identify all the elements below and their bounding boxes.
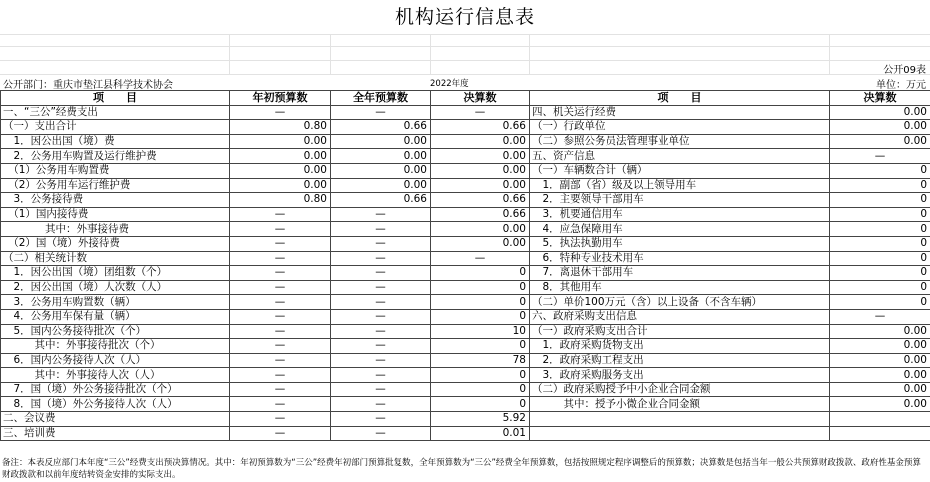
table-row <box>1 426 930 441</box>
header-final-accounts: 决算数 <box>431 91 530 106</box>
right-item-cell: 2．政府采购工程支出 <box>530 353 830 368</box>
full-year-budget-cell: — <box>331 207 431 222</box>
header-full-year-budget: 全年预算数 <box>331 91 431 106</box>
table-row <box>1 412 930 427</box>
right-final-accounts-cell: 0 <box>830 193 930 208</box>
full-year-budget-cell: — <box>331 353 431 368</box>
full-year-budget-cell: — <box>331 397 431 412</box>
right-item-cell: （一）政府采购支出合计 <box>530 324 830 339</box>
final-accounts-cell: 0 <box>431 382 530 397</box>
right-final-accounts-cell: 0.00 <box>830 339 930 354</box>
table-row <box>1 397 930 412</box>
form-number: 公开09表 <box>883 65 926 76</box>
right-item-cell: （二）政府采购授予中小企业合同金额 <box>530 382 830 397</box>
table-row <box>1 120 930 135</box>
initial-budget-cell: — <box>230 222 331 237</box>
grid-line <box>0 46 930 47</box>
footnote: 备注：本表反应部门本年度“三公”经费支出预决算情况。其中：年初预算数为“三公”经费年初部门预算批复数，全年预算数为“三公”经费全年预算数，包括按照规定程序调整后的预算数；决算数是包括当年一般公共预算财政拨款、政府性基金预算财政拨款和以前年度结转资金安排的实际支出。 <box>2 458 921 480</box>
left-item-cell: （1）国内接待费 <box>1 207 230 222</box>
initial-budget-cell: — <box>230 266 331 281</box>
right-item-cell: 3．机要通信用车 <box>530 207 830 222</box>
final-accounts-cell: 0.00 <box>431 149 530 164</box>
initial-budget-cell: 0.00 <box>230 149 331 164</box>
grid-line <box>0 60 930 61</box>
left-item-cell: 4．公务用车保有量（辆） <box>1 309 230 324</box>
full-year-budget-cell: 0.00 <box>331 149 431 164</box>
initial-budget-cell: 0.00 <box>230 134 331 149</box>
table-row <box>1 309 930 324</box>
initial-budget-cell: 0.80 <box>230 120 331 135</box>
final-accounts-cell: 0 <box>431 266 530 281</box>
right-final-accounts-cell: 0.00 <box>830 382 930 397</box>
left-item-cell: 三、培训费 <box>1 426 230 441</box>
right-final-accounts-cell: 0 <box>830 295 930 310</box>
initial-budget-cell: — <box>230 295 331 310</box>
right-item-cell: 3．政府采购服务支出 <box>530 368 830 383</box>
right-final-accounts-cell: 0.00 <box>830 368 930 383</box>
final-accounts-cell: — <box>431 105 530 120</box>
initial-budget-cell: — <box>230 251 331 266</box>
left-item-cell: 7．国（境）外公务接待批次（个） <box>1 382 230 397</box>
full-year-budget-cell: — <box>331 236 431 251</box>
right-final-accounts-cell: 0 <box>830 251 930 266</box>
page-title: 机构运行信息表 <box>394 6 535 28</box>
table-row <box>1 382 930 397</box>
left-item-cell: 3．公务用车购置数（辆） <box>1 295 230 310</box>
left-item-cell: 二、会议费 <box>1 412 230 427</box>
final-accounts-cell: 0.00 <box>431 134 530 149</box>
right-item-cell: 1．副部（省）级及以上领导用车 <box>530 178 830 193</box>
final-accounts-cell: 0.00 <box>431 178 530 193</box>
left-item-cell: 6．国内公务接待人次（人） <box>1 353 230 368</box>
left-item-cell: 其中：外事接待费 <box>1 222 230 237</box>
initial-budget-cell: 0.00 <box>230 163 331 178</box>
left-item-cell: 1．因公出国（境）团组数（个） <box>1 266 230 281</box>
right-final-accounts-cell <box>830 426 930 441</box>
full-year-budget-cell: 0.66 <box>331 193 431 208</box>
grid-line <box>330 34 331 74</box>
table-row <box>1 134 930 149</box>
left-item-cell: 2．公务用车购置及运行维护费 <box>1 149 230 164</box>
department-label: 公开部门：重庆市垫江县科学技术协会 <box>3 80 173 91</box>
grid-line <box>229 34 230 74</box>
right-final-accounts-cell: 0 <box>830 163 930 178</box>
right-final-accounts-cell: 0.00 <box>830 120 930 135</box>
final-accounts-cell: 0.00 <box>431 222 530 237</box>
table-row <box>1 105 930 120</box>
table-row <box>1 149 930 164</box>
grid-line <box>430 34 431 74</box>
right-final-accounts-cell: 0.00 <box>830 353 930 368</box>
left-item-cell: 5．国内公务接待批次（个） <box>1 324 230 339</box>
left-item-cell: 8．国（境）外公务接待人次（人） <box>1 397 230 412</box>
right-final-accounts-cell: — <box>830 309 930 324</box>
right-final-accounts-cell <box>830 412 930 427</box>
right-item-cell: 7．离退休干部用车 <box>530 266 830 281</box>
table-row <box>1 222 930 237</box>
final-accounts-cell: 0 <box>431 397 530 412</box>
full-year-budget-cell: — <box>331 266 431 281</box>
right-item-cell <box>530 412 830 427</box>
right-final-accounts-cell: 0 <box>830 178 930 193</box>
left-item-cell: （一）支出合计 <box>1 120 230 135</box>
final-accounts-cell: 0.66 <box>431 120 530 135</box>
full-year-budget-cell: — <box>331 426 431 441</box>
left-item-cell: 2．因公出国（境）人次数（人） <box>1 280 230 295</box>
full-year-budget-cell: — <box>331 280 431 295</box>
right-item-cell: 8．其他用车 <box>530 280 830 295</box>
initial-budget-cell: — <box>230 105 331 120</box>
full-year-budget-cell: 0.00 <box>331 163 431 178</box>
final-accounts-cell: 0 <box>431 339 530 354</box>
right-final-accounts-cell: 0.00 <box>830 397 930 412</box>
header-initial-budget: 年初预算数 <box>230 91 331 106</box>
initial-budget-cell: — <box>230 309 331 324</box>
final-accounts-cell: 0 <box>431 280 530 295</box>
grid-line <box>0 74 930 75</box>
final-accounts-cell: — <box>431 251 530 266</box>
left-item-cell: 一、“三公”经费支出 <box>1 105 230 120</box>
header-final-accounts-right: 决算数 <box>830 91 930 106</box>
full-year-budget-cell: — <box>331 251 431 266</box>
full-year-budget-cell: — <box>331 382 431 397</box>
initial-budget-cell: — <box>230 382 331 397</box>
table-row <box>1 295 930 310</box>
grid-line <box>829 34 830 74</box>
initial-budget-cell: — <box>230 324 331 339</box>
right-final-accounts-cell: 0.00 <box>830 105 930 120</box>
full-year-budget-cell: — <box>331 222 431 237</box>
table-row <box>1 324 930 339</box>
final-accounts-cell: 0 <box>431 368 530 383</box>
right-final-accounts-cell: 0.00 <box>830 324 930 339</box>
table-row <box>1 193 930 208</box>
fiscal-year: 2022年度 <box>430 79 469 89</box>
right-item-cell: （一）行政单位 <box>530 120 830 135</box>
table-row <box>1 163 930 178</box>
left-item-cell: （2）公务用车运行维护费 <box>1 178 230 193</box>
right-item-cell: 1．政府采购货物支出 <box>530 339 830 354</box>
full-year-budget-cell: 0.00 <box>331 178 431 193</box>
budget-table <box>0 90 930 441</box>
right-item-cell: 四、机关运行经费 <box>530 105 830 120</box>
initial-budget-cell: 0.80 <box>230 193 331 208</box>
left-item-cell: 3．公务接待费 <box>1 193 230 208</box>
grid-line <box>529 34 530 74</box>
final-accounts-cell: 0.66 <box>431 207 530 222</box>
full-year-budget-cell: — <box>331 309 431 324</box>
initial-budget-cell: — <box>230 207 331 222</box>
right-item-cell: 其中：授予小微企业合同金额 <box>530 397 830 412</box>
header-item-left: 项 目 <box>1 91 230 106</box>
table-row <box>1 251 930 266</box>
table-row <box>1 280 930 295</box>
final-accounts-cell: 78 <box>431 353 530 368</box>
right-item-cell: 5．执法执勤用车 <box>530 236 830 251</box>
full-year-budget-cell: — <box>331 324 431 339</box>
full-year-budget-cell: — <box>331 339 431 354</box>
left-item-cell: 1．因公出国（境）费 <box>1 134 230 149</box>
right-final-accounts-cell: — <box>830 149 930 164</box>
initial-budget-cell: — <box>230 412 331 427</box>
table-row <box>1 266 930 281</box>
final-accounts-cell: 0.00 <box>431 163 530 178</box>
right-item-cell: （二）参照公务员法管理事业单位 <box>530 134 830 149</box>
table-header-row <box>1 91 930 106</box>
right-final-accounts-cell: 0 <box>830 207 930 222</box>
grid-line <box>0 34 930 35</box>
initial-budget-cell: — <box>230 397 331 412</box>
full-year-budget-cell: 0.66 <box>331 120 431 135</box>
final-accounts-cell: 0.01 <box>431 426 530 441</box>
full-year-budget-cell: — <box>331 105 431 120</box>
initial-budget-cell: 0.00 <box>230 178 331 193</box>
full-year-budget-cell: — <box>331 295 431 310</box>
table-row <box>1 353 930 368</box>
right-item-cell <box>530 426 830 441</box>
full-year-budget-cell: — <box>331 368 431 383</box>
table-row <box>1 236 930 251</box>
right-final-accounts-cell: 0 <box>830 236 930 251</box>
right-final-accounts-cell: 0.00 <box>830 134 930 149</box>
table-row <box>1 207 930 222</box>
right-final-accounts-cell: 0 <box>830 222 930 237</box>
final-accounts-cell: 10 <box>431 324 530 339</box>
initial-budget-cell: — <box>230 368 331 383</box>
right-item-cell: 4．应急保障用车 <box>530 222 830 237</box>
initial-budget-cell: — <box>230 426 331 441</box>
initial-budget-cell: — <box>230 353 331 368</box>
final-accounts-cell: 0.66 <box>431 193 530 208</box>
right-item-cell: 六、政府采购支出信息 <box>530 309 830 324</box>
right-item-cell: 五、资产信息 <box>530 149 830 164</box>
full-year-budget-cell: — <box>331 412 431 427</box>
full-year-budget-cell: 0.00 <box>331 134 431 149</box>
left-item-cell: （1）公务用车购置费 <box>1 163 230 178</box>
right-item-cell: 6．特种专业技术用车 <box>530 251 830 266</box>
right-item-cell: （二）单价100万元（含）以上设备（不含车辆） <box>530 295 830 310</box>
right-item-cell: （一）车辆数合计（辆） <box>530 163 830 178</box>
initial-budget-cell: — <box>230 339 331 354</box>
final-accounts-cell: 0 <box>431 295 530 310</box>
table-row <box>1 339 930 354</box>
final-accounts-cell: 0 <box>431 309 530 324</box>
final-accounts-cell: 0.00 <box>431 236 530 251</box>
final-accounts-cell: 5.92 <box>431 412 530 427</box>
table-row <box>1 178 930 193</box>
left-item-cell: 其中：外事接待批次（个） <box>1 339 230 354</box>
right-final-accounts-cell: 0 <box>830 280 930 295</box>
header-item-right: 项 目 <box>530 91 830 106</box>
right-final-accounts-cell: 0 <box>830 266 930 281</box>
table-row <box>1 368 930 383</box>
left-item-cell: （2）国（境）外接待费 <box>1 236 230 251</box>
left-item-cell: 其中：外事接待人次（人） <box>1 368 230 383</box>
right-item-cell: 2．主要领导干部用车 <box>530 193 830 208</box>
unit-label: 单位：万元 <box>876 80 926 91</box>
initial-budget-cell: — <box>230 236 331 251</box>
initial-budget-cell: — <box>230 280 331 295</box>
left-item-cell: （二）相关统计数 <box>1 251 230 266</box>
